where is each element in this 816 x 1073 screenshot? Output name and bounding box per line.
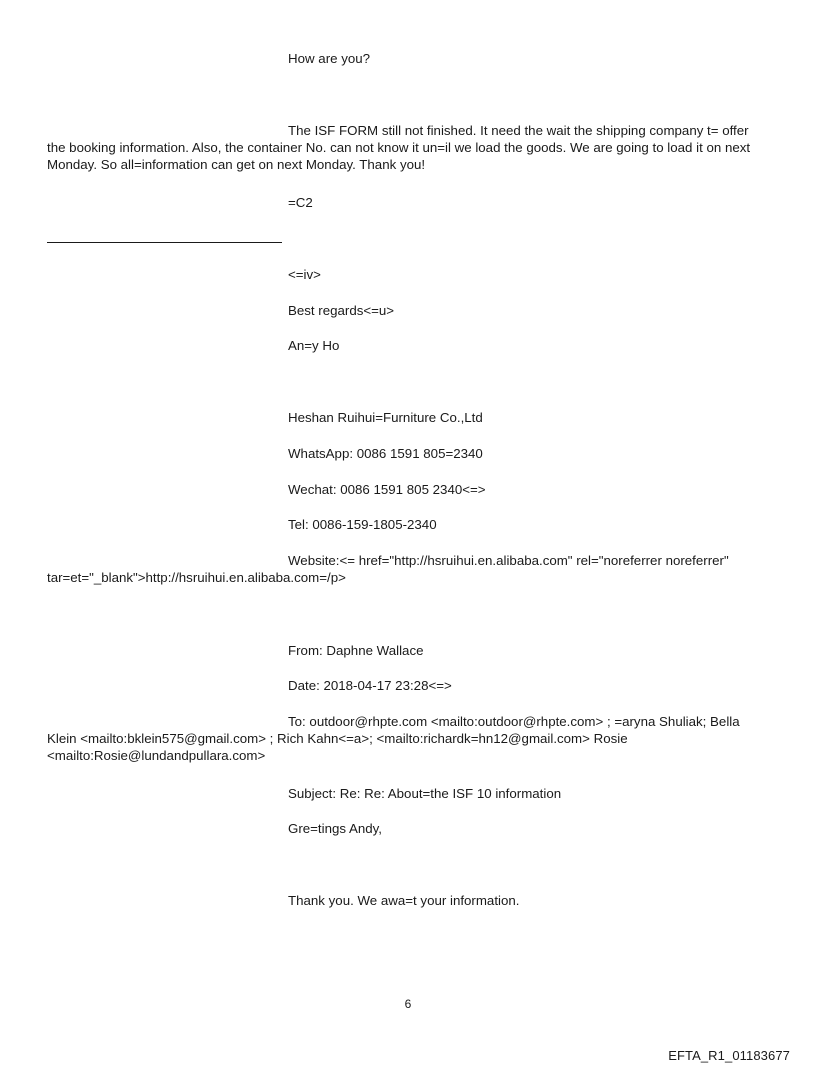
page-number: 6 [404,997,412,1011]
closing-line: Best regards<=u> [288,303,395,318]
separator-rule [47,242,282,243]
body-paragraph: The ISF FORM still not finished. It need the wait the shipping company t= offer the booking information. Also, the container No. can not know it un=il we load the goods. We are going to load it on next Monday. So all=information can get on next Monday. Thank you! [47,123,751,172]
signature-company: Heshan Ruihui=Furniture Co.,Ltd [288,410,483,425]
quoted-greeting: Gre=tings Andy, [288,821,382,836]
signature-whatsapp: WhatsApp: 0086 1591 805=2340 [288,446,483,461]
quoted-message: Thank you. We awa=t your information. [288,893,520,908]
signature-tel: Tel: 0086-159-1805-2340 [288,517,437,532]
signature-website: Website:<= href="http://hsruihui.en.alibaba.com" rel="noreferrer noreferrer" tar=et="_blank">http://hsruihui.en.alibaba.com=/p> [47,553,729,585]
quoted-date: Date: 2018-04-17 23:28<=> [288,678,452,693]
quoted-subject: Subject: Re: Re: About=the ISF 10 information [288,786,562,801]
quoted-to: To: outdoor@rhpte.com <mailto:outdoor@rhpte.com> ; =aryna Shuliak; Bella Klein <mailto:bklein575@gmail.com> ; Rich Kahn<=a>; <mailto:richardk=hn12@gmail.com> Rosie <mailto:Rosie@lundandpullara.com> [47,714,740,763]
greeting-question: How are you? [288,51,371,66]
sender-name: An=y Ho [288,338,340,353]
document-id-stamp: EFTA_R1_01183677 [668,1048,790,1063]
signature-wechat: Wechat: 0086 1591 805 2340<=> [288,482,486,497]
div-fragment: <=iv> [288,267,321,282]
code-c2: =C2 [288,195,313,210]
quoted-from: From: Daphne Wallace [288,643,424,658]
